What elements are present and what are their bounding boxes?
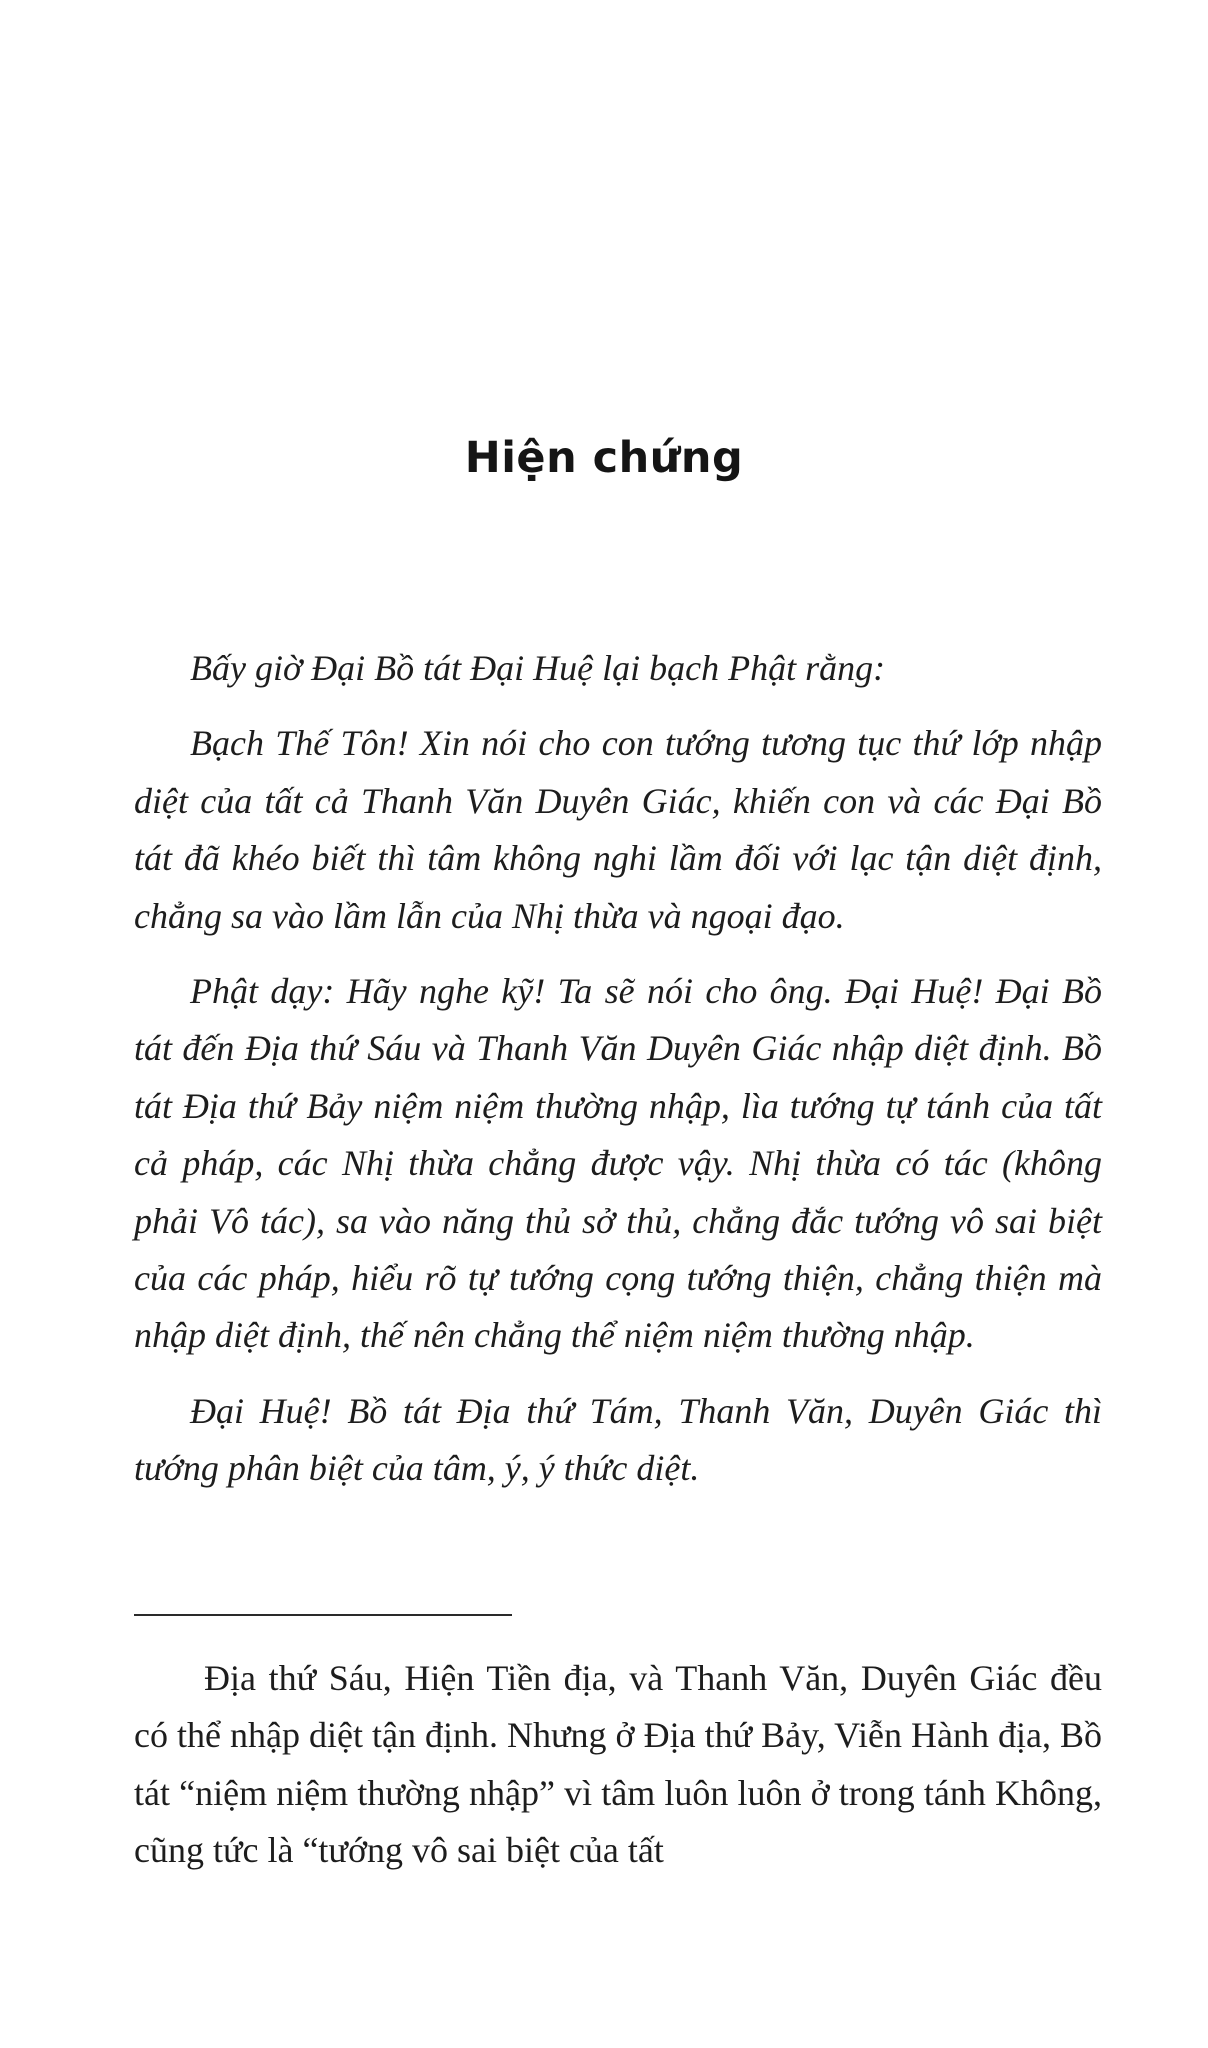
section-divider [134, 1614, 512, 1616]
sutra-paragraph-1: Bấy giờ Đại Bồ tát Đại Huệ lại bạch Phật rằng: [190, 648, 886, 688]
sutra-paragraph-4: Đại Huệ! Bồ tát Địa thứ Tám, Thanh Văn, Duyên Giác thì tướng phân biệt của tâm, ý, ý thức diệt. [134, 1390, 1102, 1489]
sutra-paragraph-3: Phật dạy: Hãy nghe kỹ! Ta sẽ nói cho ông. Đại Huệ! Đại Bồ tát đến Địa thứ Sáu và Thanh Văn Duyên Giác nhập diệt định. Bồ tát Địa thứ Bảy niệm niệm thường nhập, lìa tướng tự tánh của tất cả pháp, các Nhị thừa chẳng được vậy. Nhị thừa có tác (không phải Vô tác), sa vào năng thủ sở thủ, chẳng đắc tướng vô sai biệt của các pháp, hiểu rõ tự tướng cọng tướng thiện, chẳng thiện mà nhập diệt định, thế nên chẳng thể niệm niệm thường nhập. [134, 971, 1102, 1356]
page-title: Hiện chứng [464, 433, 744, 483]
commentary-paragraph: Địa thứ Sáu, Hiện Tiền địa, và Thanh Văn, Duyên Giác đều có thể nhập diệt tận định. Nhưng ở Địa thứ Bảy, Viễn Hành địa, Bồ tát “niệm niệm thường nhập” vì tâm luôn luôn ở trong tánh Không, cũng tức là “tướng vô sai biệt của tất [134, 1658, 1102, 1871]
sutra-text [134, 640, 1102, 1516]
commentary-text [134, 1650, 1102, 1880]
sutra-paragraph-2: Bạch Thế Tôn! Xin nói cho con tướng tương tục thứ lớp nhập diệt của tất cả Thanh Văn Duyên Giác, khiến con và các Đại Bồ tát đã khéo biết thì tâm không nghi lầm đối với lạc tận diệt định, chẳng sa vào lầm lẫn của Nhị thừa và ngoại đạo. [134, 723, 1102, 936]
